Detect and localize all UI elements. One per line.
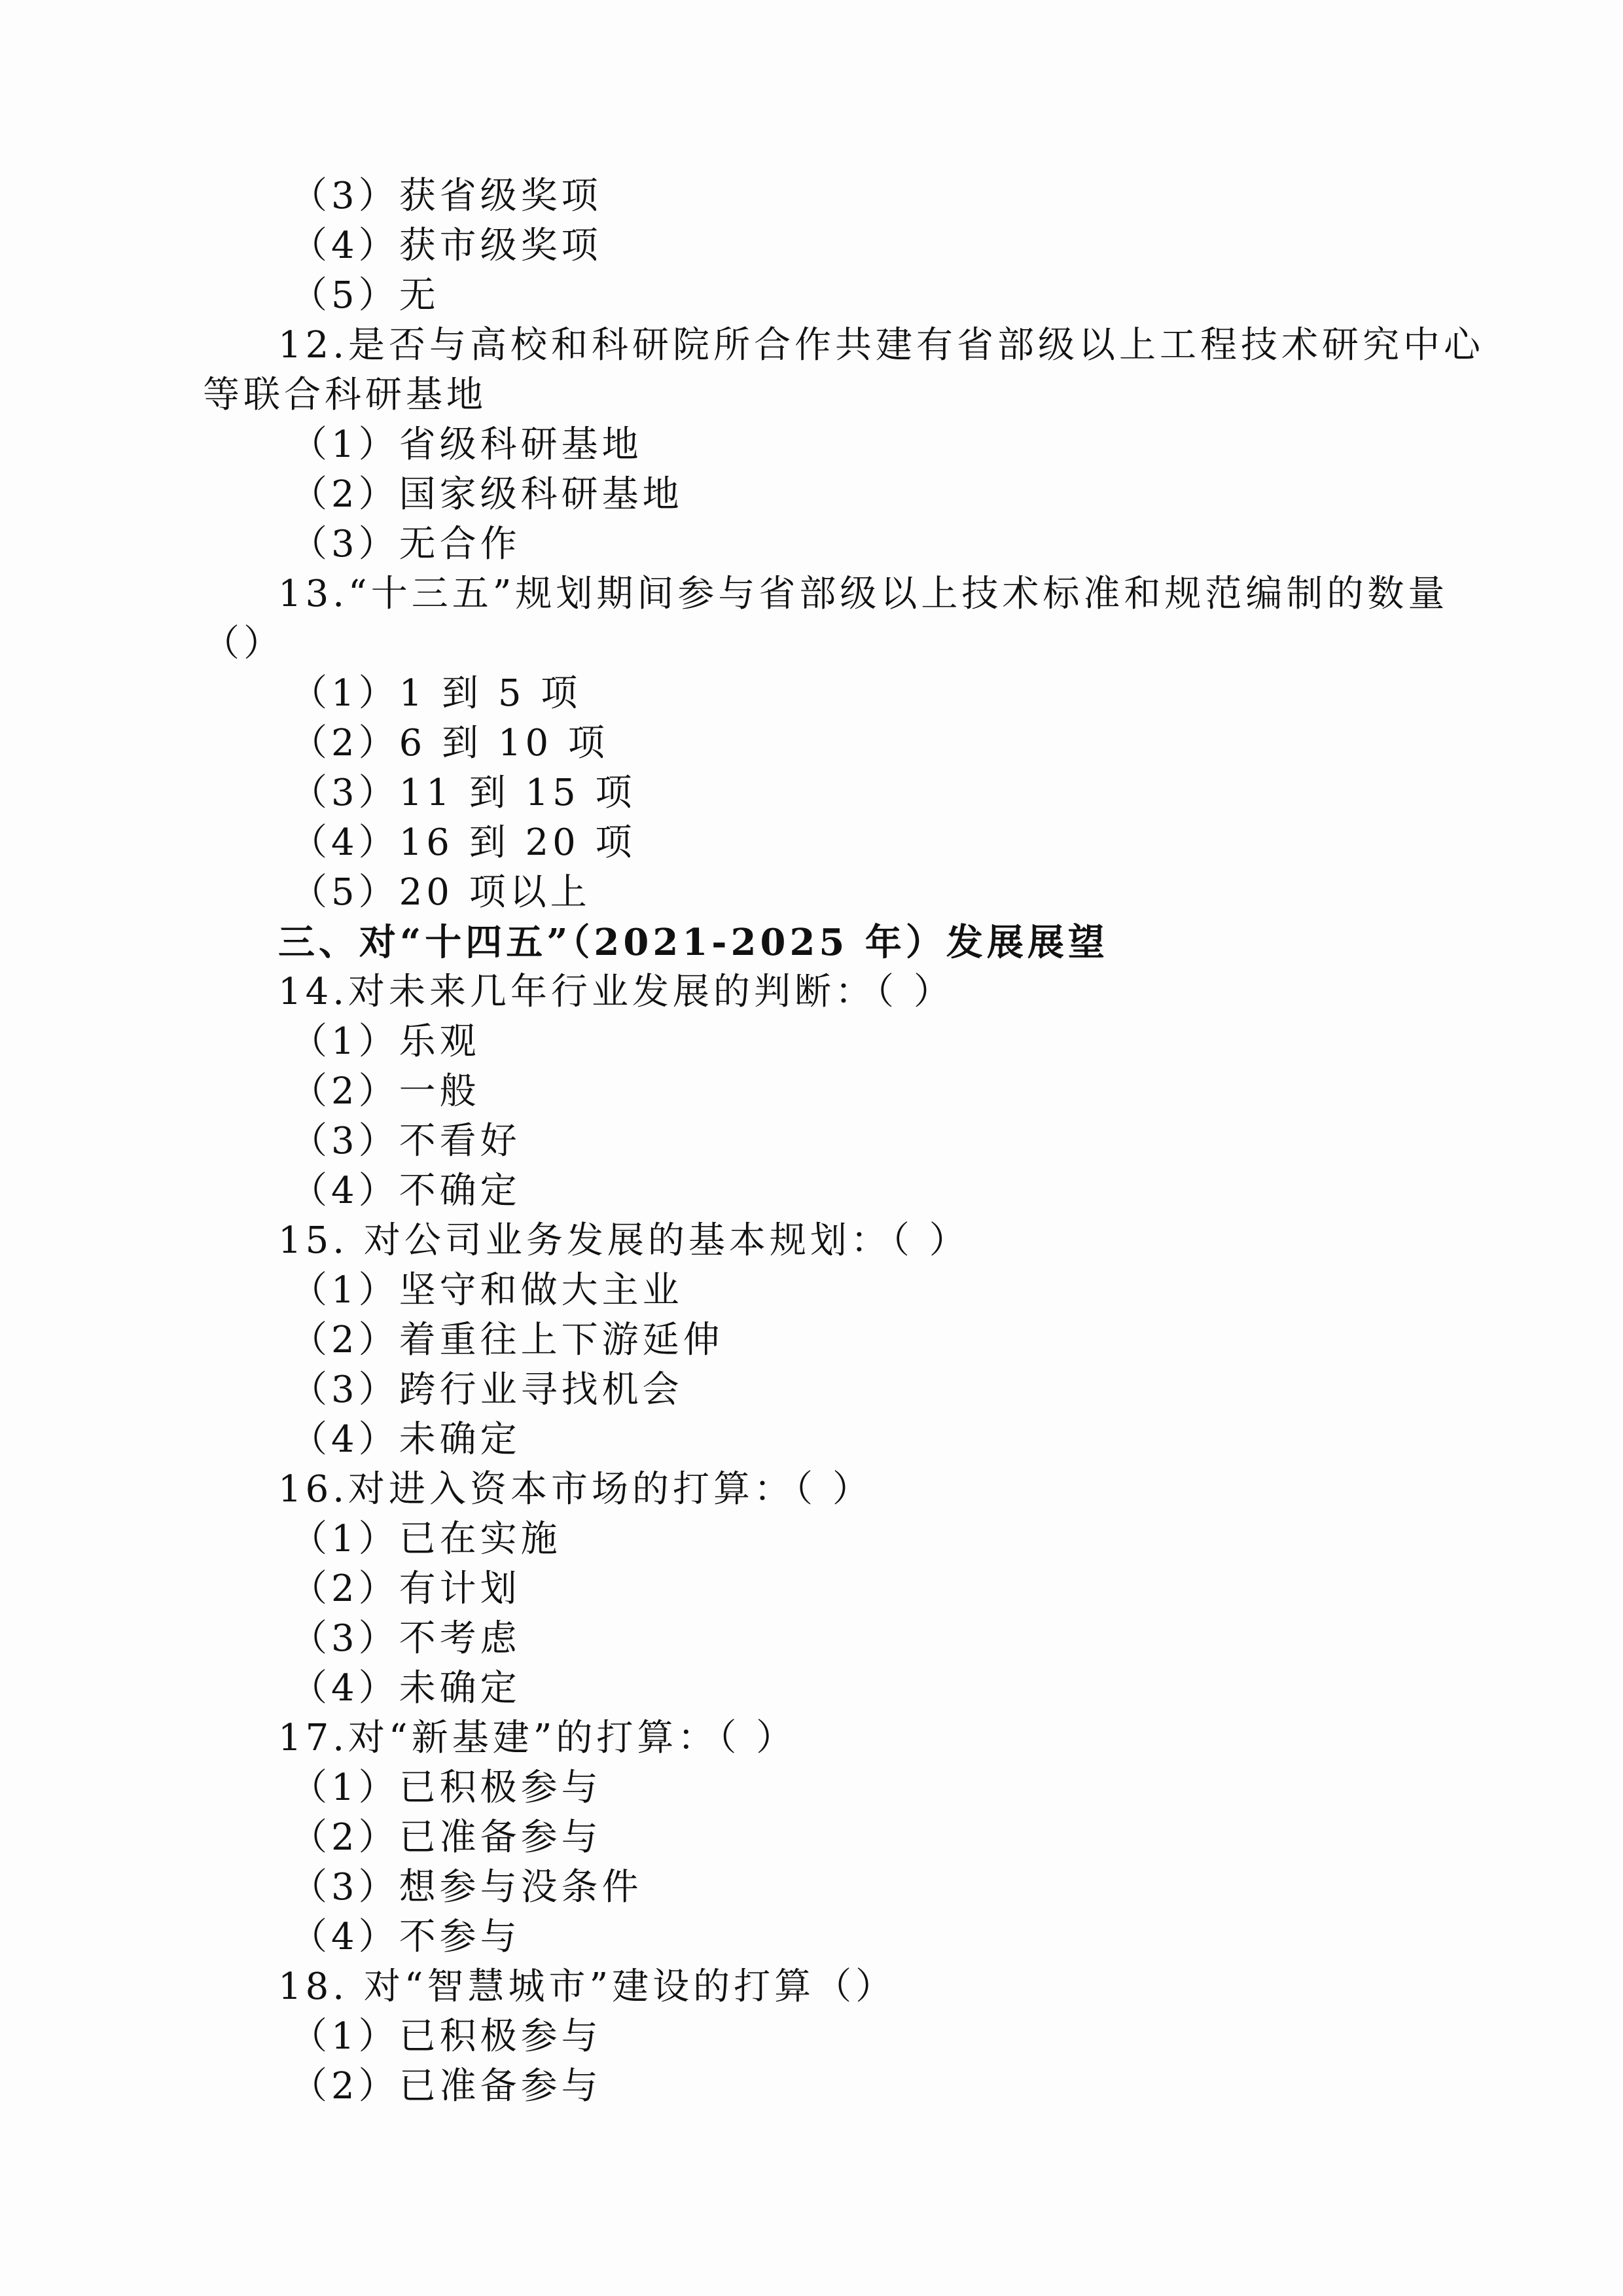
option-line: （2）6 到 10 项 xyxy=(291,722,609,764)
question-line: 14.对未来几年行业发展的判断：（ ） xyxy=(278,971,954,1013)
option-line: （1）已在实施 xyxy=(291,1518,562,1560)
option-line: （3）不考虑 xyxy=(291,1617,521,1660)
option-line: （4）16 到 20 项 xyxy=(291,821,636,864)
option-line: （1）已积极参与 xyxy=(291,2015,602,2058)
option-line: （1）乐观 xyxy=(291,1020,480,1063)
option-line: （2）已准备参与 xyxy=(291,1816,602,1859)
option-line: （4）不参与 xyxy=(291,1916,521,1958)
question-line: 12.是否与高校和科研院所合作共建有省部级以上工程技术研究中心 xyxy=(278,324,1485,367)
option-line: （3）11 到 15 项 xyxy=(291,772,636,814)
question-line: 13.“十三五”规划期间参与省部级以上技术标准和规范编制的数量 xyxy=(278,573,1449,615)
option-line: （1）省级科研基地 xyxy=(291,423,643,466)
option-line: （4）获市级奖项 xyxy=(291,224,602,267)
question-wrap-line: （） xyxy=(203,622,284,665)
option-line: （2）着重往上下游延伸 xyxy=(291,1319,724,1361)
section-heading: 三、对“十四五”（2021-2025 年）发展展望 xyxy=(278,921,1109,964)
question-line: 15. 对公司业务发展的基本规划：（ ） xyxy=(278,1219,970,1262)
option-line: （2）一般 xyxy=(291,1070,480,1113)
option-line: （3）不看好 xyxy=(291,1120,521,1162)
option-line: （3）想参与没条件 xyxy=(291,1866,643,1909)
option-line: （5）无 xyxy=(291,274,440,317)
option-line: （5）20 项以上 xyxy=(291,871,591,914)
option-line: （1）已积极参与 xyxy=(291,1767,602,1809)
option-line: （1）坚守和做大主业 xyxy=(291,1269,683,1312)
option-line: （3）无合作 xyxy=(291,523,521,565)
option-line: （4）未确定 xyxy=(291,1418,521,1461)
option-line: （4）不确定 xyxy=(291,1170,521,1212)
option-line: （2）国家级科研基地 xyxy=(291,473,683,516)
option-line: （2）已准备参与 xyxy=(291,2065,602,2108)
question-line: 17.对“新基建”的打算：（ ） xyxy=(278,1717,797,1759)
option-line: （1）1 到 5 项 xyxy=(291,672,582,715)
option-line: （3）跨行业寻找机会 xyxy=(291,1369,683,1411)
question-line: 18. 对“智慧城市”建设的打算（） xyxy=(278,1965,897,2008)
option-line: （4）未确定 xyxy=(291,1667,521,1710)
option-line: （2）有计划 xyxy=(291,1568,521,1610)
question-wrap-line: 等联合科研基地 xyxy=(203,374,487,416)
option-line: （3）获省级奖项 xyxy=(291,175,602,217)
question-line: 16.对进入资本市场的打算：（ ） xyxy=(278,1468,873,1511)
